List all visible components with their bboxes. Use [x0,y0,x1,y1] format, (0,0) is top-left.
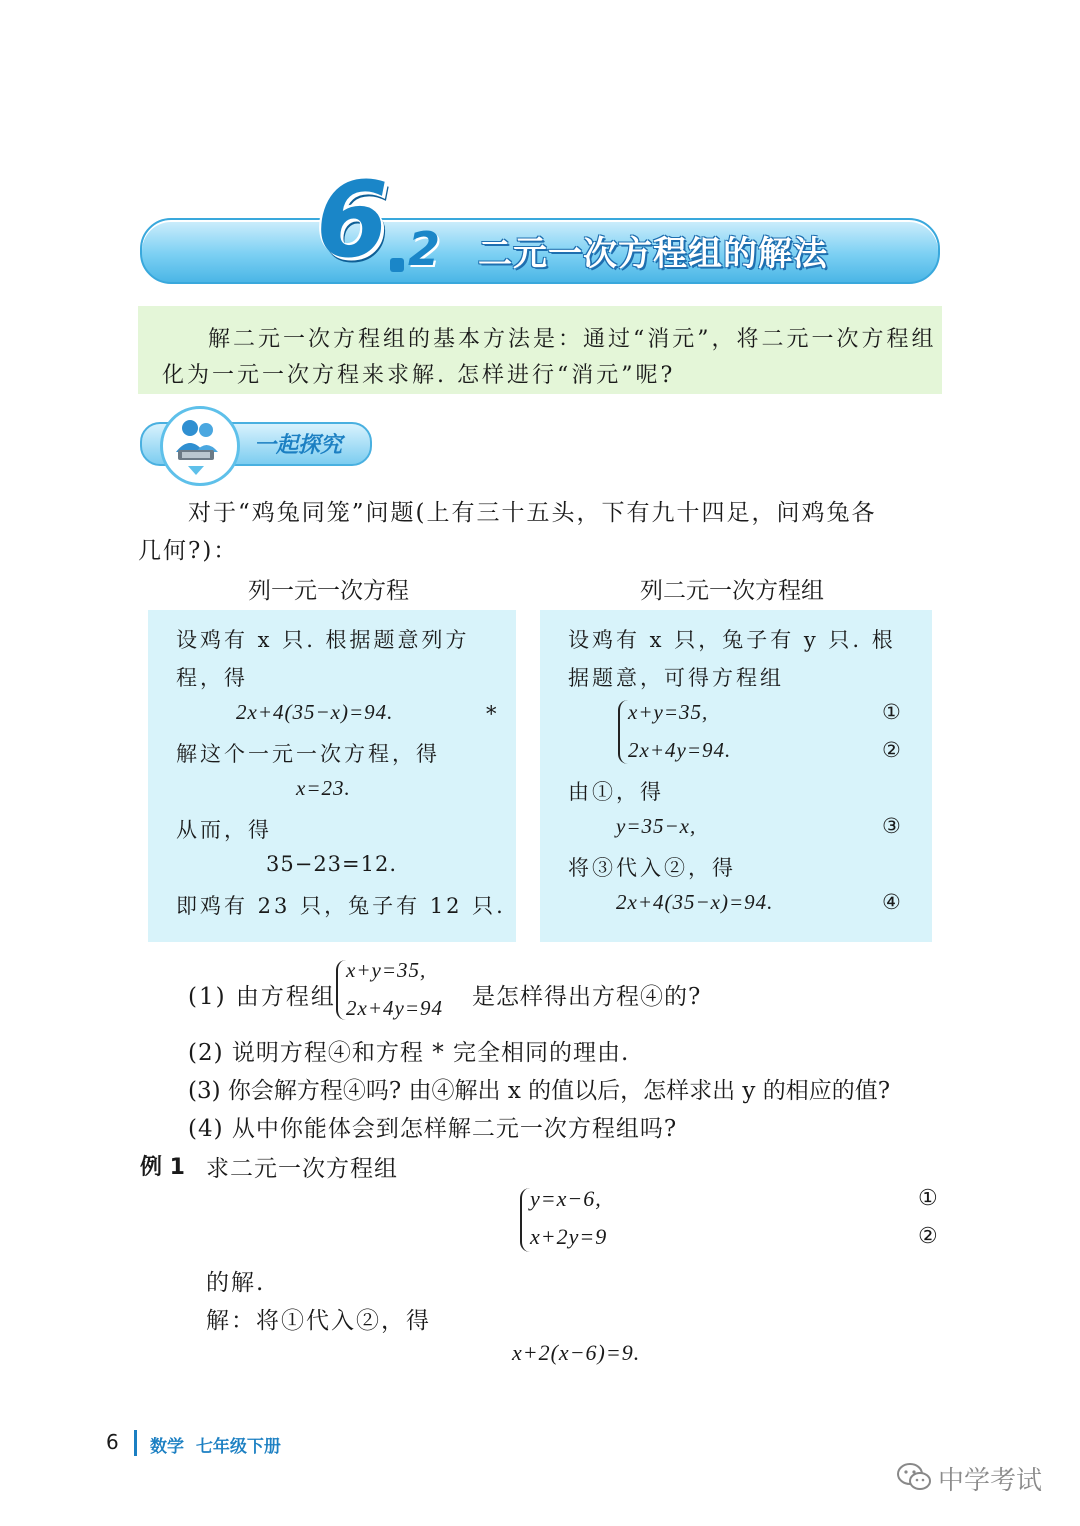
right-line-1: 设鸡有 x 只，兔子有 y 只. 根 [568,628,896,652]
page-number: 6 [106,1430,119,1454]
left-line-1: 设鸡有 x 只. 根据题意列方 [176,628,470,652]
question-3: (3) 你会解方程④吗? 由④解出 x 的值以后，怎样求出 y 的相应的值? [188,1078,891,1104]
right-solution-box [540,610,932,942]
question-1-prefix: (1) 由方程组 [188,984,336,1010]
question-1-suffix: 是怎样得出方程④的? [472,984,702,1010]
question-1-system-eq-1: x+y=35, [346,958,427,982]
problem-line-1: 对于“鸡兔同笼”问题(上有三十五头，下有九十四足，问鸡兔各 [188,500,877,526]
footer-divider [134,1430,137,1456]
example-tail: 的解. [206,1270,266,1296]
right-line-2: 据题意，可得方程组 [568,666,784,690]
circled-3: ③ [882,814,904,838]
example-system-eq-1: y=x−6, [530,1186,602,1211]
intro-line-2: 化为一元一次方程来求解. 怎样进行“消元”呢? [162,363,676,388]
right-column-heading: 列二元一次方程组 [640,578,824,604]
example-label: 例 1 [140,1155,185,1180]
example-system-eq-2: x+2y=9 [530,1224,608,1249]
left-equation-1: 2x+4(35−x)=94. [236,700,394,724]
left-line-5: 即鸡有 23 只，兔子有 12 只. [176,894,506,918]
example-solution-line: 解：将①代入②，得 [206,1308,431,1334]
book-title: 数学 七年级下册 [150,1437,281,1457]
left-solution-box [148,610,516,942]
left-line-2: 程，得 [176,666,248,690]
circled-2: ② [882,738,904,762]
right-line-3: 由①，得 [568,780,664,804]
section-dot [390,258,404,272]
section-number: 6 [316,159,389,281]
intro-box [138,306,942,394]
system-brace [618,700,628,764]
left-line-3: 解这个一元一次方程，得 [176,742,440,766]
wechat-icon [896,1462,932,1492]
right-system-eq-1: x+y=35, [628,700,709,724]
left-equation-3: 35−23=12. [266,852,398,876]
watermark-text: 中学考试 [938,1466,1043,1496]
section-subnumber: 2 [408,222,441,276]
right-equation-3: y=35−x, [616,814,697,838]
explore-label: 一起探究 [254,433,343,458]
example-circled-2: ② [918,1224,938,1249]
question-1-brace [336,960,346,1020]
question-4: (4) 从中你能体会到怎样解二元一次方程组吗? [188,1116,678,1142]
star-mark: * [486,702,500,726]
question-1-system-eq-2: 2x+4y=94 [346,996,443,1020]
example-prompt: 求二元一次方程组 [206,1156,398,1182]
example-system-brace [520,1188,530,1252]
circled-1: ① [882,700,904,724]
right-line-4: 将③代入②，得 [568,856,736,880]
right-system-eq-2: 2x+4y=94. [628,738,732,762]
right-equation-4: 2x+4(35−x)=94. [616,890,774,914]
circled-4: ④ [882,890,904,914]
left-equation-2: x=23. [296,776,351,800]
left-column-heading: 列一元一次方程 [248,578,409,604]
example-circled-1: ① [918,1186,938,1211]
question-2: (2) 说明方程④和方程 * 完全相同的理由. [188,1040,630,1066]
problem-line-2: 几何?)： [138,538,239,564]
example-equation: x+2(x−6)=9. [512,1340,641,1365]
left-line-4: 从而，得 [176,818,272,842]
section-title: 二元一次方程组的解法 [478,234,828,274]
explore-pointer [188,466,204,475]
intro-line-1: 解二元一次方程组的基本方法是：通过“消元”，将二元一次方程组 [208,327,937,352]
